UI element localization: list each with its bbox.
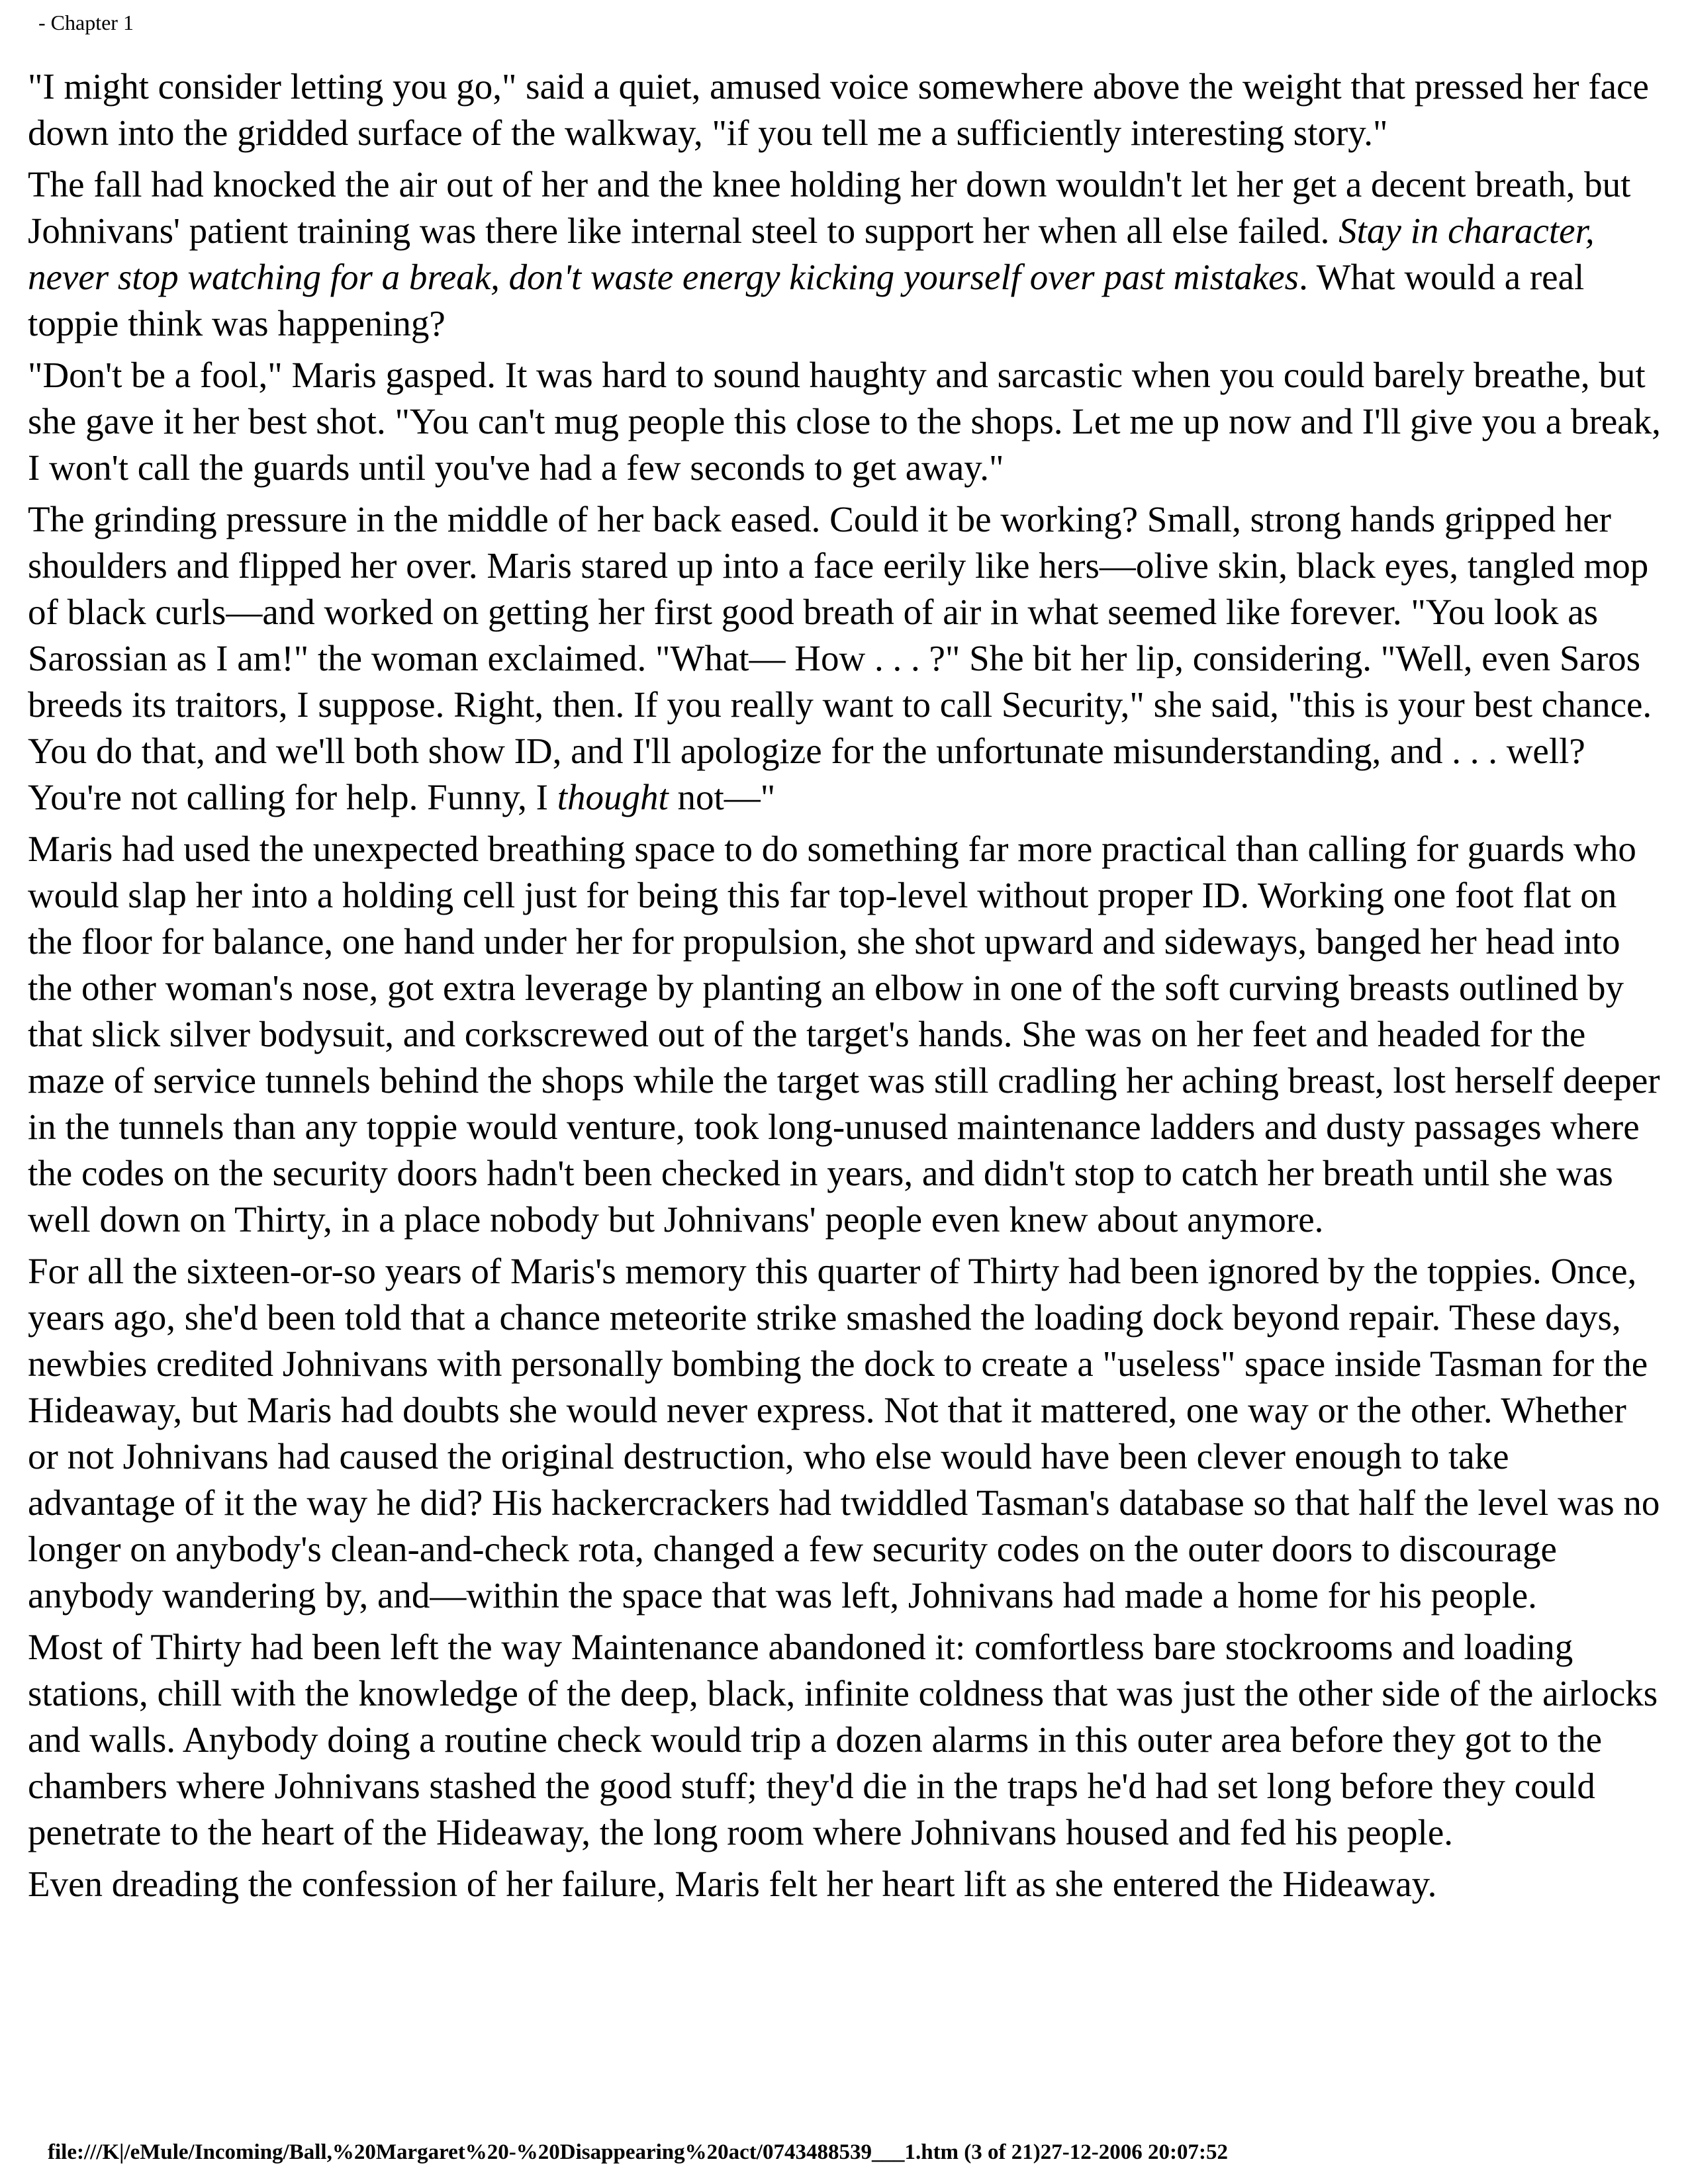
paragraph-text-after: . What would a real toppie think was happening?: [28, 257, 1585, 343]
italic-emphasis: thought: [557, 777, 669, 817]
paragraph-text: Maris had used the unexpected breathing space to do something far more practical than calling for guards who would slap her into a holding cell just for being this far top-level without proper ID. Working one foot flat on the floor for balance, one hand under her for propulsion, she shot upward and sideways, banged her head into the other woman's nose, got extra leverage by planting an elbow in one of the soft curving breasts outlined by that slick silver bodysuit, and corkscrewed out of the target's hands. She was on her feet and headed for the maze of service tunnels behind the shops while the target was still cradling her aching breast, lost herself deeper in the tunnels than any toppie would venture, took long-unused maintenance ladders and dusty passages where the codes on the security doors hadn't been checked in years, and didn't stop to catch her breath until she was well down on Thirty, in a place nobody but Johnivans' people even knew about anymore.: [28, 829, 1660, 1240]
chapter-header: - Chapter 1: [38, 11, 134, 34]
paragraph-text: The grinding pressure in the middle of her back eased. Could it be working? Small, strong hands gripped her shoulders and flipped her over. Maris stared up into a face eerily like hers—olive skin, black eyes, tangled mop of black curls—and worked on getting her first good breath of air in what seemed like forever. "You look as Sarossian as I am!" the woman exclaimed. "What— How . . . ?" She bit her lip, considering. "Well, even Saros breeds its traitors, I suppose. Right, then. If you really want to call Security," she said, "this is your best chance. You do that, and we'll both show ID, and I'll apologize for the unfortunate misunderstanding, and . . . well? You're not calling for help. Funny, I: [28, 499, 1652, 817]
paragraph-text: "I might consider letting you go," said a quiet, amused voice somewhere above the weight that pressed her face down into the gridded surface of the walkway, "if you tell me a sufficiently interesting story.": [28, 66, 1649, 153]
paragraph-text: The fall had knocked the air out of her and the knee holding her down wouldn't let her get a decent breath, but Johnivans' patient training was there like internal steel to support her when all else failed.: [28, 164, 1631, 251]
paragraph-text: Most of Thirty had been left the way Maintenance abandoned it: comfortless bare stockrooms and loading stations, chill with the knowledge of the deep, black, infinite coldness that was just the other side of the airlocks and walls. Anybody doing a routine check would trip a dozen alarms in this outer area before they got to the chambers where Johnivans stashed the good stuff; they'd die in the traps he'd had set long before they could penetrate to the heart of the Hideaway, the long room where Johnivans housed and fed his people.: [28, 1627, 1658, 1852]
paragraph-3: [28, 352, 1663, 491]
paragraph-4: [28, 496, 1663, 821]
paragraph-2: [28, 161, 1663, 347]
paragraph-1: [28, 64, 1663, 156]
paragraph-text: "Don't be a fool," Maris gasped. It was hard to sound haughty and sarcastic when you could barely breathe, but she gave it her best shot. "You can't mug people this close to the shops. Let me up now and I'll give you a break, I won't call the guards until you've had a few seconds to get away.": [28, 355, 1661, 488]
paragraph-6: [28, 1248, 1663, 1619]
paragraph-text: Even dreading the confession of her failure, Maris felt her heart lift as she entered the Hideaway.: [28, 1864, 1437, 1904]
chapter-body: [28, 64, 1663, 1913]
paragraph-8: [28, 1861, 1663, 1907]
file-path-footer: file:///K|/eMule/Incoming/Ball,%20Margaret%20-%20Disappearing%20act/0743488539___1.htm (3 of 21)27-12-2006 20:07:52: [48, 2140, 1228, 2164]
paragraph-text-after: not—": [668, 777, 776, 817]
paragraph-text: For all the sixteen-or-so years of Maris's memory this quarter of Thirty had been ignored by the toppies. Once, years ago, she'd been told that a chance meteorite strike smashed the loading dock beyond repair. These days, newbies credited Johnivans with personally bombing the dock to create a "useless" space inside Tasman for the Hideaway, but Maris had doubts she would never express. Not that it mattered, one way or the other. Whether or not Johnivans had caused the original destruction, who else would have been clever enough to take advantage of it the way he did? His hackercrackers had twiddled Tasman's database so that half the level was no longer on anybody's clean-and-check rota, changed a few security codes on the outer doors to discourage anybody wandering by, and—within the space that was left, Johnivans had made a home for his people.: [28, 1251, 1660, 1615]
paragraph-5: [28, 826, 1663, 1243]
paragraph-7: [28, 1624, 1663, 1856]
italic-emphasis: Stay in character, never stop watching for a break, don't waste energy kicking yourself over past mistakes: [28, 210, 1595, 297]
